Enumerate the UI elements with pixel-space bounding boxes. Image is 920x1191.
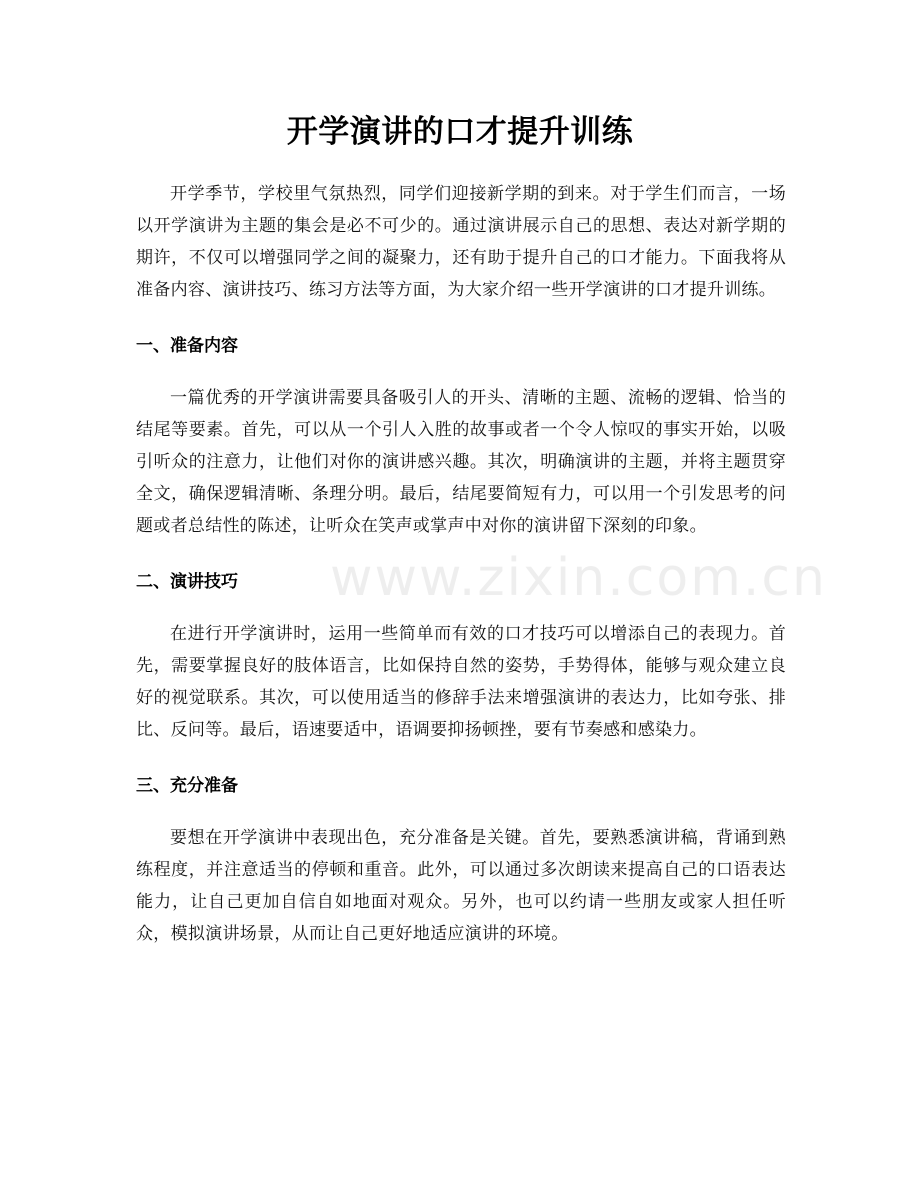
section-heading-full-preparation: 三、充分准备 xyxy=(136,776,238,796)
section-body-techniques: 在进行开学演讲时，运用一些简单而有效的口才技巧可以增添自己的表现力。首先，需要掌握良好的肢体语言，比如保持自然的姿势，手势得体，能够与观众建立良好的视觉联系。其次，可以使用适当的修辞手法来增强演讲的表达力，比如夸张、排比、反问等。最后，语速要适中，语调要抑扬顿挫，要有节奏感和感染力。 xyxy=(136,624,786,740)
document-title: 开学演讲的口才提升训练 xyxy=(286,114,634,150)
watermark: www.zixin.com.cn xyxy=(330,548,827,608)
section-body-full-preparation: 要想在开学演讲中表现出色，充分准备是关键。首先，要熟悉演讲稿，背诵到熟练程度，并注意适当的停顿和重音。此外，可以通过多次朗读来提高自己的口语表达能力，让自己更加自信自如地面对观众。另外，也可以约请一些朋友或家人担任听众，模拟演讲场景，从而让自己更好地适应演讲的环境。 xyxy=(136,828,786,944)
section-heading-techniques: 二、演讲技巧 xyxy=(136,572,238,592)
section-heading-preparation: 一、准备内容 xyxy=(136,336,238,356)
document-body xyxy=(136,178,786,950)
section-body-preparation: 一篇优秀的开学演讲需要具备吸引人的开头、清晰的主题、流畅的逻辑、恰当的结尾等要素。首先，可以从一个引人入胜的故事或者一个令人惊叹的事实开始，以吸引听众的注意力，让他们对你的演讲感兴趣。其次，明确演讲的主题，并将主题贯穿全文，确保逻辑清晰、条理分明。最后，结尾要简短有力，可以用一个引发思考的问题或者总结性的陈述，让听众在笑声或掌声中对你的演讲留下深刻的印象。 xyxy=(136,388,786,536)
intro-paragraph: 开学季节，学校里气氛热烈，同学们迎接新学期的到来。对于学生们而言，一场以开学演讲为主题的集会是必不可少的。通过演讲展示自己的思想、表达对新学期的期许，不仅可以增强同学之间的凝聚力，还有助于提升自己的口才能力。下面我将从准备内容、演讲技巧、练习方法等方面，为大家介绍一些开学演讲的口才提升训练。 xyxy=(136,184,786,300)
